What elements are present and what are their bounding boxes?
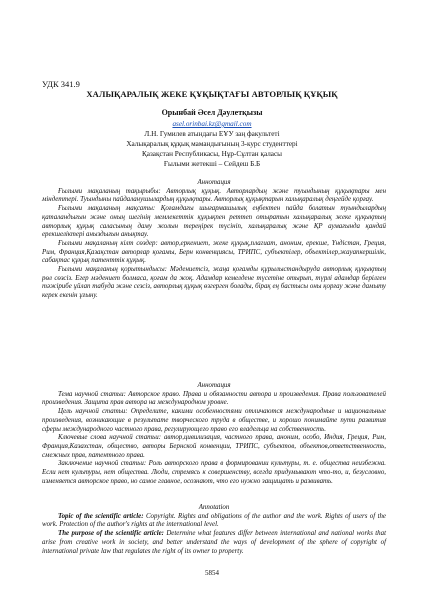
kz-topic: Ғылыми мақаланың тақырыбы: Авторлық құқық. Авторлардың және туындының құқықтары мен міндеттері. Туындыны пайдаланушылардың құқықтары. Авторлық құқықтарын халықаралық деңгейде қорғау. [42, 187, 386, 204]
affiliation-line-4: Ғылыми жетекші – Сейдеш Б.Б [163, 160, 261, 168]
affiliation-line-1: Л.Н. Гумилев атындағы ЕҰУ заң факультеті [144, 130, 280, 138]
affiliation-line-3: Қазақстан Республикасы, Нұр-Сұлтан қаласы [141, 150, 282, 158]
ru-topic: Тема научной статьи: Авторское право. Права и обязанности автора и произведения. Права пользователей произведения. Защита прав автора на международном уровне. [42, 390, 386, 407]
en-purpose [42, 530, 386, 556]
author-email-link[interactable]: asel.orinbai.kz@gmail.com [172, 120, 252, 128]
en-topic-text: Copyright. Rights and obligations of the author and the work. Rights of users of the work. Protection of the author's rights at the international level. [42, 512, 386, 529]
author-name: Орынбай Әсел Дәулетқызы [161, 108, 263, 117]
kz-conclusion: Ғылыми мақаланың қорытындысы: Мәдениетсіз, жаңа қоғамды құрылыстандыруда авторлық құқықтың рөл сөзсіз. Егер мәдениет болмаса, қоғам да жоқ. Адамдар кемелдене түсетіне отырып, түрлі адамдар берілген тәжірибе ұйлап табуда және сезсіз, авторлық құқық өзгерген болады, бірақ ең бастысы оны қорғау және дамыту керек екенін ұғыну. [42, 266, 386, 300]
en-purpose-text: Determine what features differ between international and national works that arise from creative work in society, and better understand the ways of development of the sphere of copyright of international private law that regulates the right of its owner to property. [42, 530, 386, 555]
kazakh-annotation [42, 179, 386, 301]
article-title: ХАЛЫҚАРАЛЫҚ ЖЕКЕ ҚҰҚЫҚТАҒЫ АВТОРЛЫҚ ҚҰҚЫҚ [86, 89, 338, 99]
kz-annotation-heading: Аннотация [197, 179, 231, 186]
ru-conclusion: Заключение научной статьи: Роль авторского права в формировании культуры, т. е. общества неизбежна. Если нет культуры, нет общества. Люди, стремясь к совершенству, всегда придумывают что-то, и, безусловно, изменяется авторское право, но самое главное, осознают, что его нужно защищать и развивать. [42, 460, 386, 485]
ru-keywords: Ключевые слова научной статьи: автор,цивилизация, частного права, аноним, особо, Индия, Греция, Рим, Франция,Казахстан, общество, авторы Бернской конвенции, ТРИПС, субъектов, объектов,ответственность, смежных прав, патентного права. [42, 434, 386, 459]
kz-keywords: Ғылыми мақаланың кілт сөздер: автор,еркениет, жеке құқық,плагиат, аноним, ерекше, Үндістан, Греция, Рим, Франция,Қазақстан авторлар қоғамы, Берн конвенциясы, ТРИПС, субъектілер, объектілер,жауапкершілік, сабақтас құқық патенттік құқық. [42, 239, 386, 265]
en-purpose-lead: The purpose of the scientific article: [58, 530, 164, 538]
affiliation-line-2: Халықаралық құқық мамандығының 3-курс студенттері [126, 140, 298, 148]
ru-annotation-heading: Аннотация [197, 382, 231, 389]
ru-purpose: Цель научной статьи: Определите, какими особенностями отличаются международные и национальные произведения, возникающие в результате творческого труда в обществе, и хорошо понимайте пути развития сферы международного частного права, регулирующего право его владельца на собственность. [42, 408, 386, 433]
english-annotation [42, 504, 386, 556]
en-topic [42, 513, 386, 530]
en-topic-lead: Topic of the scientific article: [58, 512, 144, 520]
udk-code: УДК 341.9 [42, 79, 80, 89]
kz-purpose: Ғылыми мақаланың мақсаты: Қоғамдағы шығармашылық еңбектен пайда болатын туындылардың қаталандығын және оның шегінің мемлекеттік құқықпен реттеп отыратын халықаралық жеке құқықтың авторлық құқық саласының даму жолын тереңірек түсініп, халықаралық және ҚР аумағында қандай ерекшеліктері аныздығын анықтау. [42, 205, 386, 239]
page-number: 5854 [205, 569, 219, 577]
en-annotation-heading: Annotation [198, 504, 230, 511]
russian-annotation [42, 382, 386, 486]
